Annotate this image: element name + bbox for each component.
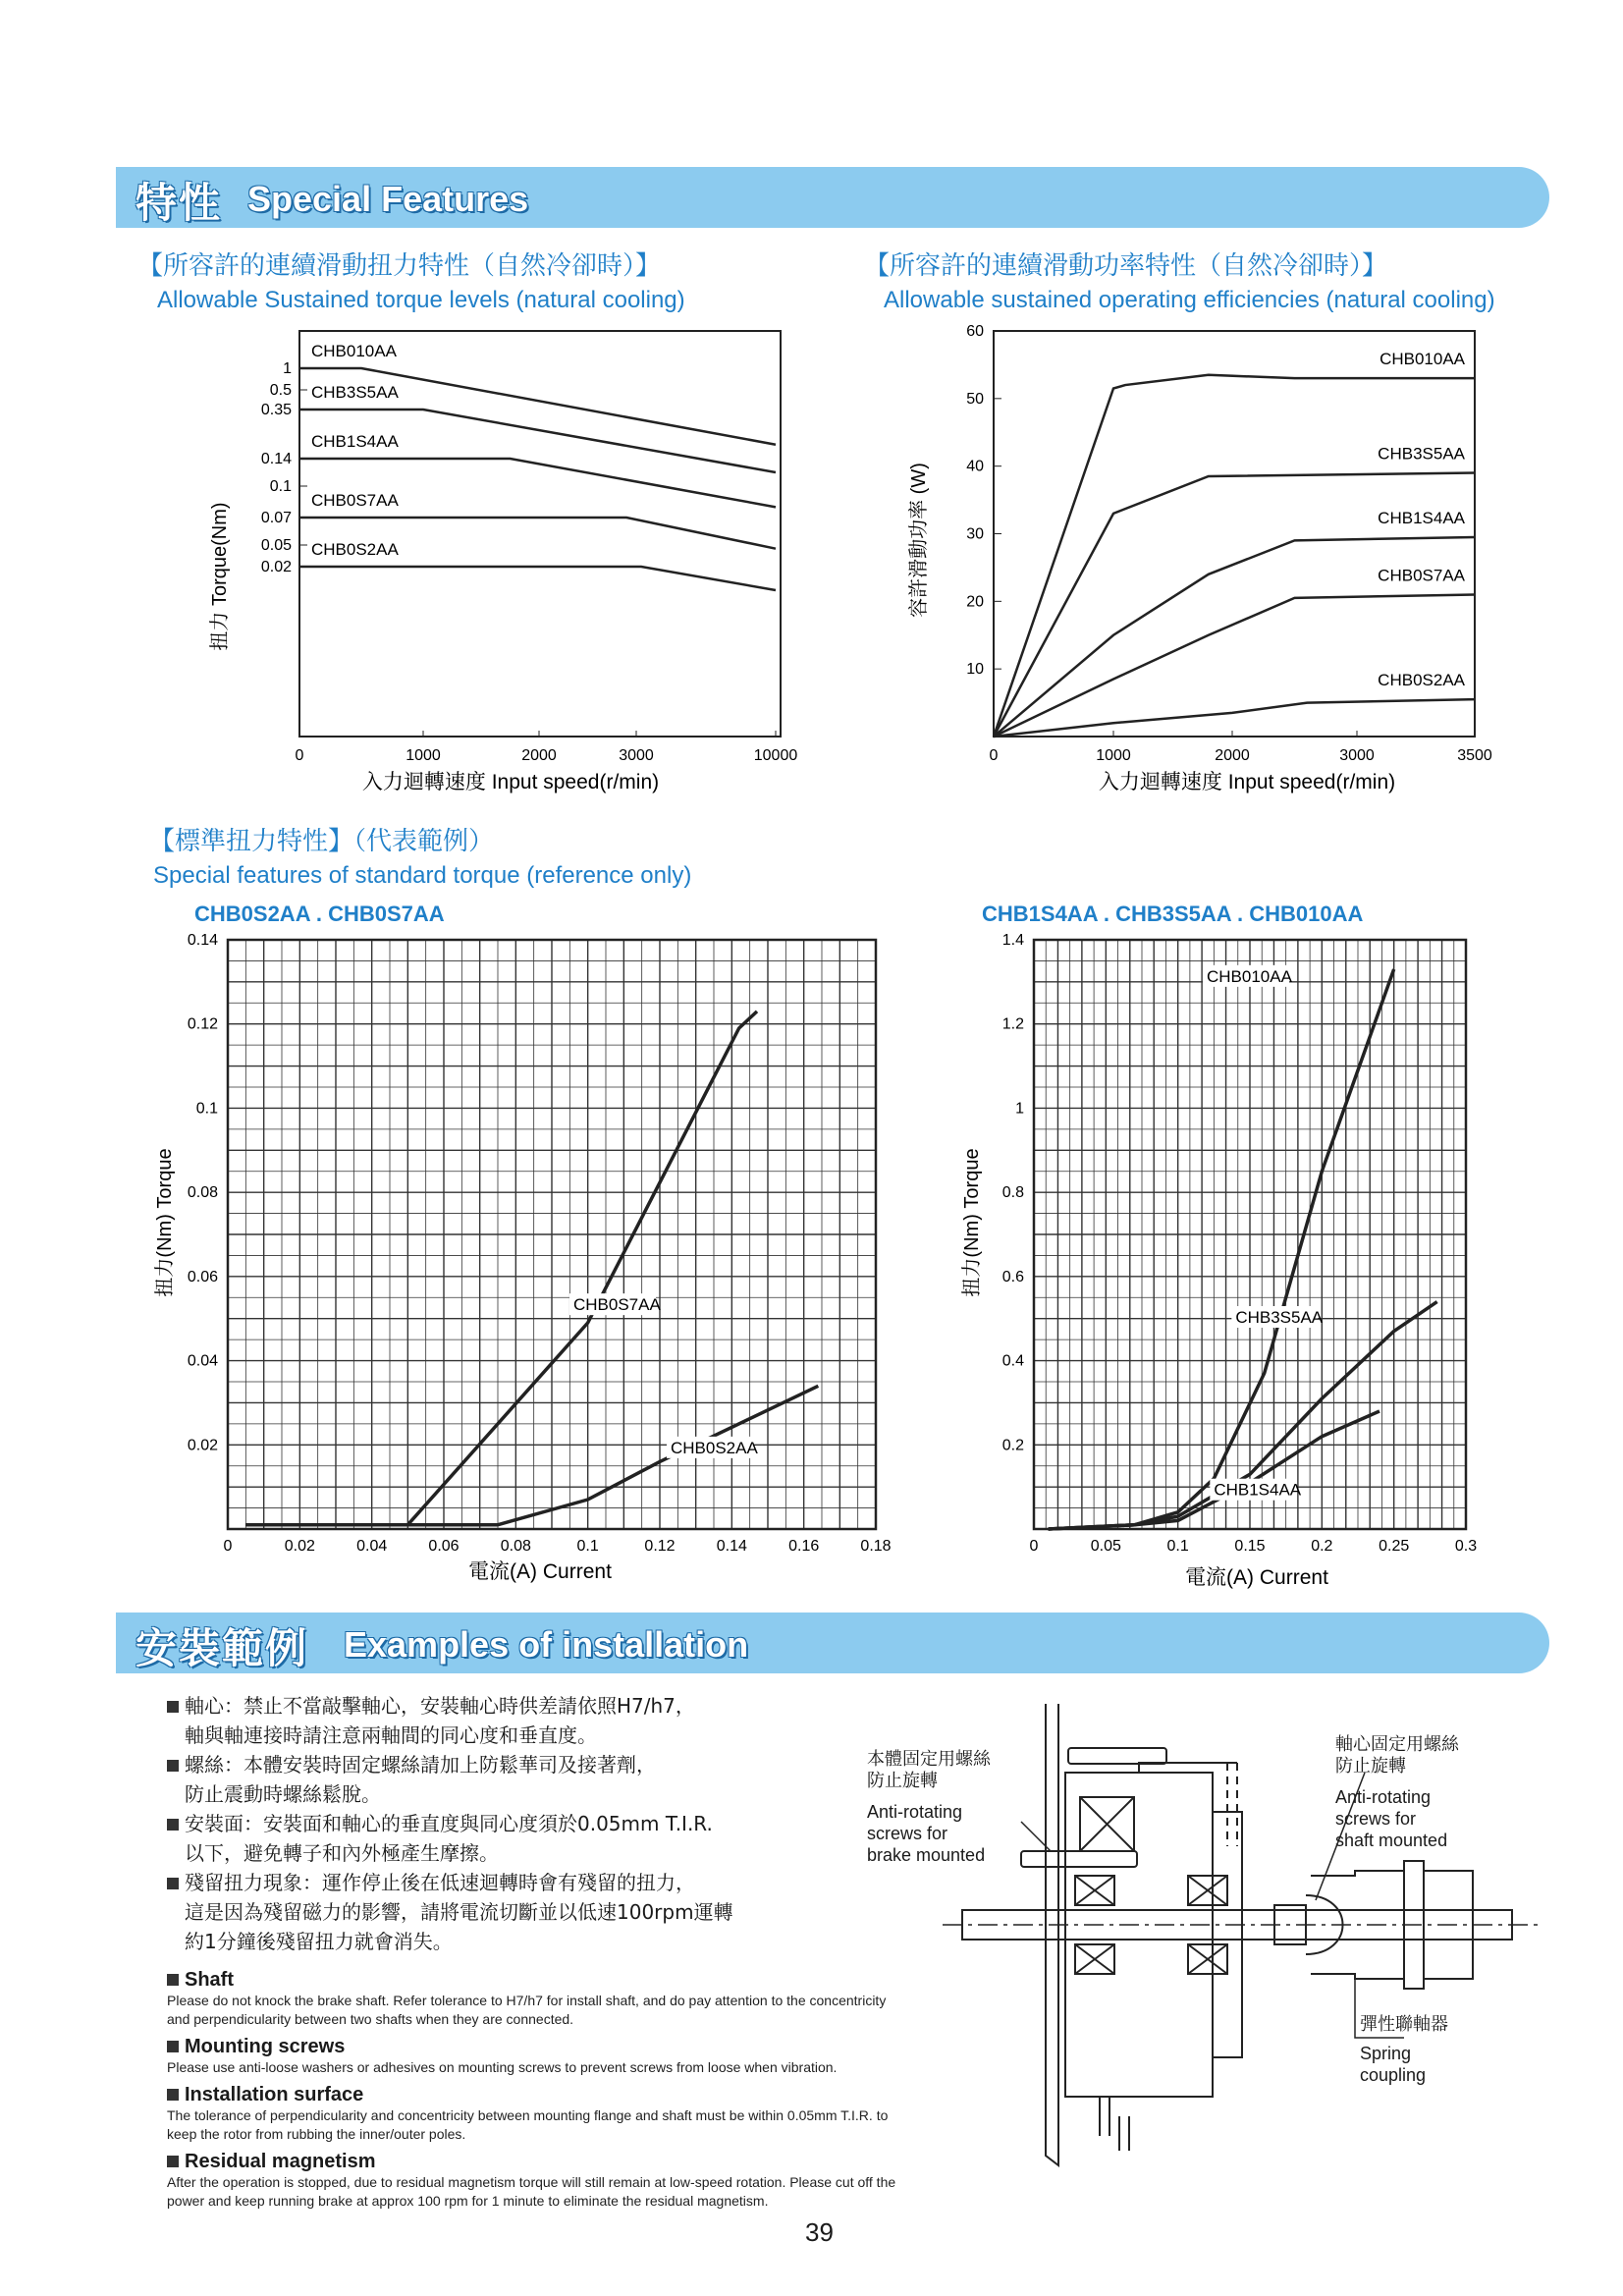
section2-title-cn: 安裝範例 (135, 1624, 309, 1672)
chart1-ytick: 0.35 (260, 402, 292, 418)
install-notes-en (167, 1968, 903, 2211)
install-en-title: Installation surface (167, 2083, 903, 2106)
chart4-ytick: 1 (1015, 1100, 1024, 1118)
chart1-label-CHB1S4AA: CHB1S4AA (311, 432, 399, 451)
install-en-title: Shaft (167, 1968, 903, 1992)
coupling-label: 彈性聯軸器 Spring coupling (1360, 2014, 1448, 2085)
chart4-xtick: 0.15 (1234, 1538, 1266, 1555)
chart4-label-CHB3S5AA: CHB3S5AA (1235, 1308, 1324, 1327)
brake-rotor (1213, 1812, 1242, 2057)
chart3-xtick: 0 (223, 1538, 233, 1555)
chart3-xtick: 0.04 (356, 1538, 388, 1555)
chart3-label-CHB0S2AA: CHB0S2AA (671, 1438, 758, 1457)
chart1-xlabel: 入力迴轉速度 Input speed(r/min) (361, 771, 660, 793)
efficiency-speed-chart (884, 319, 1512, 810)
chart1-ytick: 0.14 (260, 451, 292, 467)
chart1-heading-cn: 【所容許的連續滑動扭力特性（自然冷卻時）】 (137, 251, 662, 281)
chart1-ytick: 1 (283, 360, 292, 377)
page-number: 39 (805, 2217, 834, 2247)
chart3-xtick: 0.06 (428, 1538, 460, 1555)
install-cn-line: 這是因為殘留磁力的影響，請將電流切斷並以低速100rpm運轉 (185, 1900, 733, 1924)
install-cn-line: 殘留扭力現象：運作停止後在低速迴轉時會有殘留的扭力， (167, 1868, 733, 1897)
chart3-xtick: 0.08 (500, 1538, 531, 1555)
std-heading-en: Special features of standard torque (reference only) (153, 862, 692, 889)
chart2-heading-cn: 【所容許的連續滑動功率特性（自然冷卻時）】 (864, 251, 1388, 281)
chart4-ylabel: 扭力(Nm) Torque (961, 1148, 983, 1297)
chart1-ytick: 0.05 (260, 537, 292, 554)
chart2-ytick: 50 (966, 390, 984, 408)
install-en-title: Residual magnetism (167, 2150, 903, 2173)
chart3-ytick: 0.02 (187, 1437, 218, 1454)
brake-body (1065, 1773, 1213, 2097)
chart1-ytick: 0.1 (269, 478, 292, 495)
chart3-ytick: 0.04 (187, 1352, 218, 1370)
std-heading-cn: 【標準扭力特性】（代表範例） (149, 827, 495, 856)
install-cn-line: 螺絲：本體安裝時固定螺絲請加上防鬆華司及接著劑， (167, 1750, 733, 1779)
chart2-ytick: 10 (966, 661, 984, 679)
install-cn-line: 軸與軸連接時請注意兩軸間的同心度和垂直度。 (185, 1723, 597, 1747)
chart3-xtick: 0.1 (576, 1538, 599, 1555)
chart2-xtick: 3000 (1339, 747, 1375, 764)
install-cn-line: 防止震動時螺絲鬆脫。 (185, 1782, 381, 1806)
chart1-ytick: 0.02 (260, 559, 292, 575)
install-en-text: The tolerance of perpendicularity and concentricity between mounting flange and shaft must be within 0.05mm T.I.R. to keep the rotor from rubbing the inner/outer poles. (167, 2107, 889, 2142)
chart4-label-CHB010AA: CHB010AA (1207, 966, 1292, 986)
chart4-ytick: 0.4 (1001, 1352, 1024, 1370)
chart3-xtick: 0.18 (860, 1538, 892, 1555)
section-header-installation (116, 1613, 1549, 1673)
chart4-xlabel: 電流(A) Current (1185, 1566, 1328, 1589)
chart1-label-CHB010AA: CHB010AA (311, 342, 397, 360)
chart1-heading-en: Allowable Sustained torque levels (natural cooling) (157, 287, 685, 313)
chart2-label-CHB1S4AA: CHB1S4AA (1378, 508, 1465, 527)
chart2-xtick: 3500 (1457, 747, 1492, 764)
install-cn-line: 以下，避免轉子和內外極產生摩擦。 (185, 1841, 499, 1865)
chart2-ytick: 20 (966, 593, 984, 611)
chart4-ytick: 1.2 (1001, 1015, 1024, 1033)
chart2-xlabel: 入力迴轉速度 Input speed(r/min) (1098, 771, 1396, 793)
chart2-label-CHB0S7AA: CHB0S7AA (1378, 566, 1465, 585)
chart3-xtick: 0.14 (716, 1538, 747, 1555)
install-cn-line: 軸心：禁止不當敲擊軸心，安裝軸心時供差請依照H7/h7， (167, 1691, 733, 1721)
chart1-xtick: 2000 (521, 747, 557, 764)
chart1-ytick: 0.07 (260, 510, 292, 526)
install-cn-line: 約1分鐘後殘留扭力就會消失。 (185, 1930, 453, 1953)
chart4-ytick: 0.6 (1001, 1268, 1024, 1285)
chart2-ytick: 30 (966, 525, 984, 543)
chart2-label-CHB010AA: CHB010AA (1380, 350, 1465, 369)
torque-speed-chart (196, 319, 805, 810)
chart1-xtick: 3000 (619, 747, 654, 764)
torque-current-chart-large (943, 928, 1551, 1596)
chart1-xtick: 10000 (753, 747, 798, 764)
chart2-ytick: 60 (966, 323, 984, 340)
mounting-plate (1046, 1704, 1058, 2165)
torque-current-chart-small (137, 928, 923, 1596)
chart1-series-CHB0S2AA (299, 567, 776, 590)
install-en-title: Mounting screws (167, 2035, 903, 2058)
chart1-xtick: 0 (295, 747, 304, 764)
install-en-text: After the operation is stopped, due to residual magnetism torque will still remain at low-speed rotation. Please cut off the power and keep running brake at approx 100 rpm for 1 minute to eliminate the residual magnetism. (167, 2174, 896, 2209)
install-cn-line: 安裝面：安裝面和軸心的垂直度與同心度須於0.05mm T.I.R. (167, 1809, 733, 1838)
chart4-xtick: 0.05 (1090, 1538, 1121, 1555)
brake-screw-label: 本體固定用螺絲 防止旋轉 Anti-rotating screws for brake mounted (867, 1749, 991, 1865)
chart4-ytick: 0.2 (1001, 1437, 1024, 1454)
chart3-xtick: 0.12 (644, 1538, 676, 1555)
chart3-label-CHB0S7AA: CHB0S7AA (573, 1295, 661, 1315)
chart3-ytick: 0.14 (187, 932, 218, 949)
section-title-en: Special Features (247, 179, 529, 219)
chart3-ytick: 0.06 (187, 1268, 218, 1285)
chart3-xtick: 0.02 (284, 1538, 315, 1555)
chart3-ytick: 0.1 (195, 1100, 218, 1118)
install-notes-cn (167, 1691, 733, 1956)
chart4-subtitle: CHB1S4AA . CHB3S5AA . CHB010AA (982, 902, 1364, 926)
chart2-label-CHB3S5AA: CHB3S5AA (1378, 444, 1465, 464)
chart2-xtick: 0 (989, 747, 999, 764)
chart2-xtick: 1000 (1096, 747, 1131, 764)
chart1-ytick: 0.5 (269, 382, 292, 399)
chart4-xtick: 0.1 (1166, 1538, 1189, 1555)
chart2-series-CHB0S7AA (994, 594, 1475, 737)
install-en-text: Please do not knock the brake shaft. Refer tolerance to H7/h7 for install shaft, and do pay attention to the concentricity and perpendicularity between two shafts when they are connected. (167, 1993, 887, 2027)
chart4-xtick: 0.25 (1379, 1538, 1410, 1555)
chart3-ytick: 0.08 (187, 1184, 218, 1202)
chart3-xtick: 0.16 (788, 1538, 820, 1555)
chart2-label-CHB0S2AA: CHB0S2AA (1378, 671, 1465, 690)
chart4-label-CHB1S4AA: CHB1S4AA (1214, 1480, 1302, 1500)
section-header-features (116, 167, 1549, 228)
shaft-screw-label: 軸心固定用螺絲 防止旋轉 Anti-rotating screws for shaft mounted (1335, 1734, 1459, 1850)
chart2-heading-en: Allowable sustained operating efficiencies (natural cooling) (884, 287, 1495, 313)
chart3-subtitle: CHB0S2AA . CHB0S7AA (194, 902, 445, 926)
install-en-text: Please use anti-loose washers or adhesives on mounting screws to prevent screws from loose when vibration. (167, 2059, 838, 2075)
chart4-ytick: 0.8 (1001, 1184, 1024, 1202)
chart4-xtick: 0.3 (1454, 1538, 1478, 1555)
chart1-ylabel: 扭力 Torque(Nm) (209, 502, 231, 651)
chart1-xtick: 1000 (406, 747, 441, 764)
section2-title-en: Examples of installation (344, 1624, 749, 1665)
section-title-cn: 特性 (135, 179, 223, 227)
chart2-ytick: 40 (966, 458, 984, 475)
chart2-xtick: 2000 (1215, 747, 1250, 764)
chart4-ytick: 1.4 (1001, 932, 1024, 949)
chart1-label-CHB0S7AA: CHB0S7AA (311, 491, 399, 510)
chart4-xtick: 0 (1029, 1538, 1039, 1555)
chart3-ytick: 0.12 (187, 1015, 218, 1033)
chart2-series-CHB0S2AA (994, 699, 1475, 737)
chart1-label-CHB0S2AA: CHB0S2AA (311, 540, 399, 559)
chart2-ylabel: 容許滑動功率 (W) (908, 463, 930, 618)
chart1-label-CHB3S5AA: CHB3S5AA (311, 383, 399, 402)
chart4-xtick: 0.2 (1311, 1538, 1333, 1555)
chart3-ylabel: 扭力(Nm) Torque (154, 1148, 176, 1297)
chart3-xlabel: 電流(A) Current (468, 1560, 612, 1583)
